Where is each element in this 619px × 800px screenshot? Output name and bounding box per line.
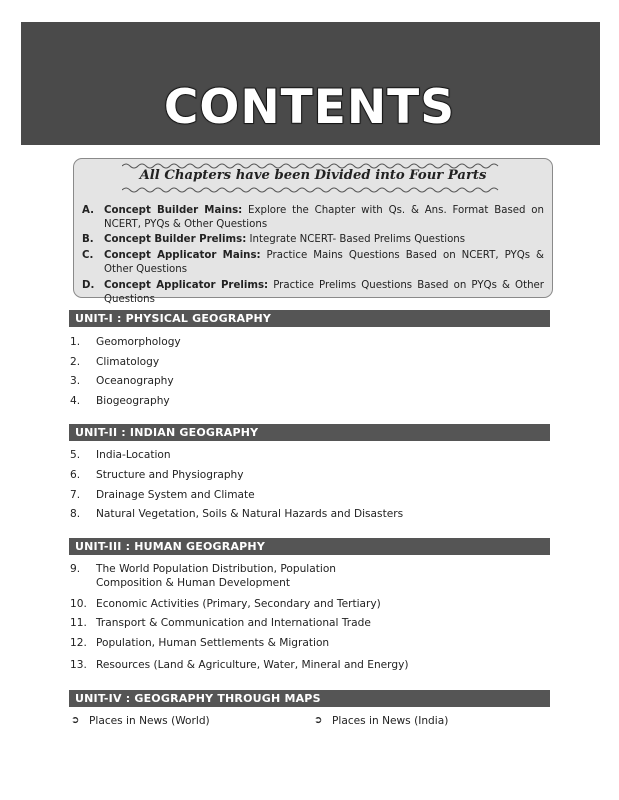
chapter-number: 8. (70, 508, 81, 520)
part-description: Explore the Chapter with Qs. & Ans. Format Based on NCERT, PYQs & Other Questions (104, 205, 544, 230)
chapter-title: Population, Human Settlements & Migration (96, 637, 330, 649)
arrow-bullet-icon: ➲ (314, 715, 323, 726)
chapter-title-line1: The World Population Distribution, Population (96, 563, 337, 575)
chapter-number: 10. (70, 598, 87, 610)
chapter-item (70, 597, 510, 611)
part-description: Practice Mains Questions Based on NCERT, PYQs & Other Questions (104, 250, 544, 275)
chapter-title: Drainage System and Climate (96, 489, 255, 501)
part-letter: A. (82, 205, 94, 216)
chapter-item (70, 616, 510, 630)
chapter-item (70, 488, 510, 502)
chapter-item (70, 562, 510, 590)
part-item-d (82, 279, 544, 307)
chapter-item (70, 658, 510, 672)
map-item-title: Places in News (India) (332, 715, 449, 727)
chapter-title: India-Location (96, 449, 171, 461)
chapter-number: 11. (70, 617, 87, 629)
chapter-title: Resources (Land & Agriculture, Water, Mineral and Energy) (96, 659, 409, 671)
part-letter: B. (82, 234, 94, 245)
chapter-item (70, 448, 510, 462)
chapter-item (70, 374, 510, 388)
page-title: CONTENTS (163, 80, 456, 135)
chapter-title: Geomorphology (96, 336, 181, 348)
part-description: Integrate NCERT- Based Prelims Questions (246, 234, 466, 245)
chapter-title: Climatology (96, 356, 160, 368)
chapter-number: 4. (70, 395, 81, 407)
chapter-number: 7. (70, 489, 81, 501)
chapter-title: Natural Vegetation, Soils & Natural Hazards and Disasters (96, 508, 404, 520)
chapter-number: 9. (70, 563, 81, 575)
chapter-number: 6. (70, 469, 81, 481)
chapter-number: 2. (70, 356, 81, 368)
chapter-title: Structure and Physiography (96, 469, 244, 481)
chapter-number: 12. (70, 637, 87, 649)
part-letter: D. (82, 280, 95, 291)
arrow-bullet-icon: ➲ (71, 715, 80, 726)
chapter-item (70, 355, 510, 369)
part-label: Concept Applicator Mains: (104, 250, 261, 261)
wave-divider-bottom (122, 186, 502, 194)
part-label: Concept Builder Mains: (104, 205, 243, 216)
part-label: Concept Applicator Prelims: (104, 280, 269, 291)
chapter-number: 1. (70, 336, 81, 348)
part-item-c (82, 249, 544, 277)
unit-header-human-geography: UNIT-III : HUMAN GEOGRAPHY (69, 538, 550, 555)
part-label: Concept Builder Prelims: (104, 234, 247, 245)
chapter-title: Transport & Communication and International Trade (96, 617, 371, 629)
chapter-title: Biogeography (96, 395, 170, 407)
chapter-title (96, 562, 510, 590)
chapter-title: Oceanography (96, 375, 174, 387)
chapter-item (70, 636, 510, 650)
chapter-title-line2: Composition & Human Development (96, 577, 291, 589)
parts-heading: All Chapters have been Divided into Four Parts (139, 168, 487, 183)
map-item-world (71, 714, 210, 728)
chapter-number: 13. (70, 659, 87, 671)
unit-header-geography-through-maps: UNIT-IV : GEOGRAPHY THROUGH MAPS (69, 690, 550, 707)
part-description: Practice Prelims Questions Based on PYQs & Other Questions (104, 280, 544, 305)
map-item-title: Places in News (World) (89, 715, 210, 727)
chapter-number: 5. (70, 449, 81, 461)
chapter-item (70, 507, 510, 521)
chapter-item (70, 335, 510, 349)
part-item-a (82, 204, 544, 232)
map-item-india (314, 714, 448, 728)
unit-header-indian-geography: UNIT-II : INDIAN GEOGRAPHY (69, 424, 550, 441)
chapter-item (70, 468, 510, 482)
unit-header-physical-geography: UNIT-I : PHYSICAL GEOGRAPHY (69, 310, 550, 327)
part-item-b (82, 233, 544, 247)
part-letter: C. (82, 250, 94, 261)
chapter-item (70, 394, 510, 408)
chapter-number: 3. (70, 375, 81, 387)
chapter-title: Economic Activities (Primary, Secondary and Tertiary) (96, 598, 381, 610)
